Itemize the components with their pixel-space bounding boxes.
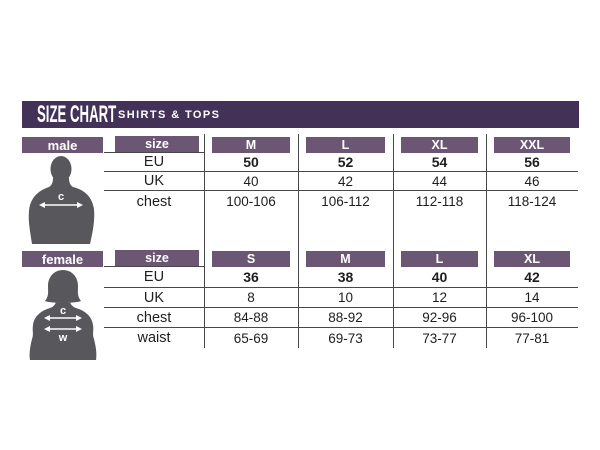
female-chest-marker-label: c	[59, 305, 67, 317]
female-header-xl	[486, 249, 578, 267]
male-header-l	[298, 135, 393, 153]
male-section-label: male	[22, 137, 103, 153]
female-header-l	[393, 249, 486, 267]
table-cell: 12	[393, 288, 486, 308]
table-cell: 40	[204, 172, 298, 191]
table-cell: 118-124	[507, 194, 557, 209]
table-cell: 65-69	[233, 330, 269, 346]
table-cell: 92-96	[393, 308, 486, 328]
table-cell: 52	[298, 153, 393, 172]
size-xl-header: XL	[401, 137, 478, 153]
size-xl-header: XL	[494, 251, 570, 267]
female-chest-row-label: chest	[104, 308, 204, 328]
table-cell: 112-118	[415, 194, 464, 209]
table-cell: 10	[298, 288, 393, 308]
size-s-header: S	[212, 251, 290, 267]
size-column-header: size	[115, 136, 199, 152]
female-header-size	[104, 249, 204, 267]
size-column-header: size	[115, 250, 199, 266]
male-size-table	[104, 135, 578, 212]
size-m-header: M	[212, 137, 290, 153]
table-cell: 14	[486, 288, 578, 308]
male-header-size	[104, 135, 204, 153]
page-title: SIZE CHART	[37, 101, 117, 128]
size-l-header: L	[401, 251, 478, 267]
female-uk-row-label: UK	[104, 288, 204, 308]
male-header-m	[204, 135, 298, 153]
table-cell: 54	[393, 153, 486, 172]
female-silhouette-icon	[25, 268, 105, 360]
size-m-header: M	[306, 251, 385, 267]
table-cell: 88-92	[298, 308, 393, 328]
male-silhouette-icon	[25, 154, 103, 244]
table-cell: 42	[486, 267, 578, 288]
page-subtitle: SHIRTS & TOPS	[118, 109, 221, 121]
table-cell: 100-106	[226, 194, 276, 209]
female-section-label: female	[22, 251, 103, 267]
table-cell: 42	[298, 172, 393, 191]
title-banner	[22, 101, 579, 128]
table-cell: 56	[486, 153, 578, 172]
table-cell: 8	[204, 288, 298, 308]
table-cell: 38	[298, 267, 393, 288]
female-header-s	[204, 249, 298, 267]
female-size-table	[104, 249, 578, 348]
male-header-xxl	[486, 135, 578, 153]
table-cell: 77-81	[514, 330, 550, 346]
male-chest-marker-label: c	[57, 191, 65, 203]
size-l-header: L	[306, 137, 385, 153]
table-cell: 40	[393, 267, 486, 288]
male-uk-row-label: UK	[104, 172, 204, 191]
table-cell: 46	[486, 172, 578, 191]
male-header-xl	[393, 135, 486, 153]
table-cell: 50	[204, 153, 298, 172]
female-eu-row-label: EU	[104, 267, 204, 288]
table-cell: 69-73	[328, 330, 363, 346]
table-cell: 106-112	[321, 194, 370, 209]
female-header-m	[298, 249, 393, 267]
size-xxl-header: XXL	[494, 137, 570, 153]
table-cell: 96-100	[486, 308, 578, 328]
male-eu-row-label: EU	[104, 153, 204, 172]
female-waist-marker-label: w	[58, 332, 68, 344]
table-cell: 73-77	[422, 330, 457, 346]
table-cell: 44	[393, 172, 486, 191]
table-cell: 84-88	[204, 308, 298, 328]
female-waist-row-label: waist	[137, 330, 171, 346]
male-chest-row-label: chest	[136, 193, 172, 210]
table-cell: 36	[204, 267, 298, 288]
